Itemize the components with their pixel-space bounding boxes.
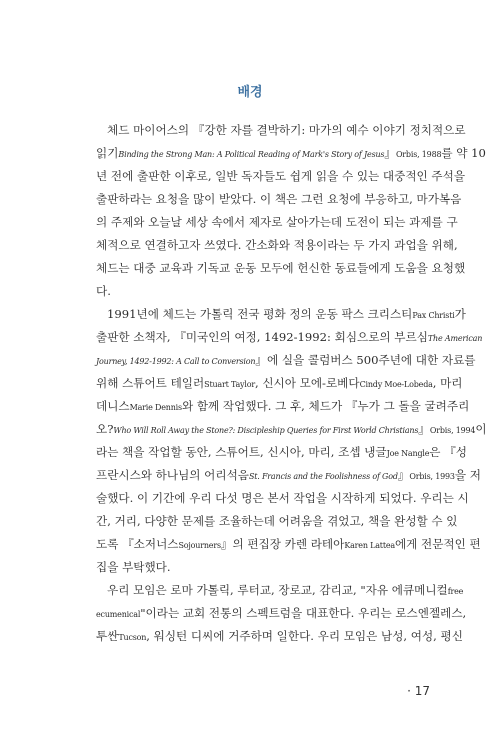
text-run: 가 [454,307,466,321]
text-line [96,625,463,648]
text-line [96,602,467,625]
foreign-annotation: Orbis, 1988 [395,150,442,159]
text-line [96,119,466,142]
text-run: 읽기 [96,146,119,160]
text-line [96,579,464,602]
text-run: "이라는 교회 전통의 스펙트럼을 대표한다. 우리는 로스엔젤레스, [140,606,467,620]
text-line [96,257,466,280]
foreign-annotation: Journey, 1492-1992: A Call to Conversion [96,357,256,366]
text-run: 』의 편집장 카렌 라테아 [220,537,345,551]
text-run: 』에 실을 콜럼버스 500주년에 대한 자료를 [255,353,476,367]
text-run: 』 [397,468,410,482]
text-run: 오? [96,422,114,436]
text-line [96,234,458,257]
text-run: , 워싱턴 디씨에 거주하며 일한다. 우리 모임은 남성, 여성, 평신 [146,629,463,643]
text-run: 의 주제와 오늘날 세상 속에서 제자로 살아가는데 도전이 되는 과제를 구 [96,215,458,229]
text-run: 이 [475,422,487,436]
foreign-annotation: Binding the Strong Man: A Political Reading of Mark's Story of Jesus [118,150,385,159]
text-line [96,510,458,533]
text-run: 를 약 10 [441,146,486,160]
text-run: 체드는 대중 교육과 기독교 운동 모두에 헌신한 동료들에게 도움을 요청했 [96,261,466,275]
text-run: 1991년에 체드는 가톨릭 전국 평화 정의 운동 팍스 크리스티 [107,307,413,321]
text-run: , 신시아 모에-로베다 [254,376,360,390]
foreign-annotation: The American [427,334,483,343]
text-run: 년 전에 출판한 이후로, 일반 독자들도 쉽게 읽을 수 있는 대중적인 주석을 [96,169,466,183]
foreign-annotation: Tucson [118,633,147,642]
text-run: 위해 스튜어트 테일러 [96,376,205,390]
text-line [96,533,481,556]
text-run: 집을 부탁했다. [96,560,171,574]
text-run: 출판하라는 요청을 많이 받았다. 이 책은 그런 요청에 부응하고, 마가복음 [96,192,462,206]
text-line [96,211,458,234]
text-run: 프란시스와 하나님의 어리석음 [96,468,249,482]
text-run: 라는 책을 작업할 동안, 스튜어트, 신시아, 마리, 조셉 냉글 [96,445,387,459]
text-line [96,395,470,418]
text-line [96,349,476,372]
text-run: 은 『성 [429,445,467,459]
text-run: 우리 모임은 로마 가톨릭, 루터교, 장로교, 감리교, "자유 에큐메니컬 [107,583,448,597]
foreign-annotation: Marie Dennis [129,403,182,412]
foreign-annotation: free [447,587,464,596]
text-run: 도록 『소저너스 [96,537,179,551]
text-run: , 마리 [432,376,463,390]
text-line [96,303,466,326]
page-number: · 17 [407,684,430,698]
text-run: 을 저 [454,468,481,482]
text-run: 다. [96,284,111,298]
text-run: 데니스 [96,399,130,413]
text-line [96,464,481,487]
foreign-annotation: St. Francis and the Foolishness of God [248,472,398,481]
foreign-annotation: Sojourners [178,541,221,550]
text-run: 』 [384,146,396,160]
text-run: 술했다. 이 기간에 우리 다섯 명은 본서 작업을 시작하게 되었다. 우리는 시 [96,491,469,505]
text-run: 에게 전문적인 편 [394,537,481,551]
text-run: 간, 거리, 다양한 문제를 조율하는데 어려움을 겪었고, 책을 완성할 수 있 [96,514,458,528]
text-line [96,372,463,395]
foreign-annotation: Orbis, 1993 [409,472,455,481]
text-line [96,165,466,188]
foreign-annotation: Karen Lattea [344,541,395,550]
foreign-annotation: ecumenical [96,610,141,619]
text-run: 투싼 [96,629,119,643]
text-run: 와 함께 작업했다. 그 후, 체드가 『누가 그 돌을 굴려주리 [181,399,470,413]
text-line [96,188,462,211]
foreign-annotation: Joe Nangle [386,449,430,458]
text-line [96,556,416,579]
text-line [96,418,487,441]
foreign-annotation: Pax Christi [412,311,455,320]
text-run: 체드 마이어스의 『강한 자를 결박하기: 마가의 예수 이야기 정치적으로 [107,123,466,137]
foreign-annotation: Orbis, 1994 [429,426,476,435]
foreign-annotation: Who Will Roll Away the Stone?: Discipleship Queries for First World Christians [113,426,419,435]
text-run: 체적으로 연결하고자 쓰였다. 간소화와 적용이라는 두 가지 과업을 위해, [96,238,458,252]
text-line [96,487,469,510]
body-text [96,119,487,648]
text-line [96,142,486,165]
foreign-annotation: Cindy Moe-Lobeda [359,380,433,389]
text-line [96,280,416,303]
text-line [96,441,467,464]
section-heading: 배경 [237,85,263,100]
text-line [96,326,483,349]
text-run: 출판한 소책자, 『미국인의 여정, 1492-1992: 회심으로의 부르심 [96,330,428,344]
text-run: 』 [418,422,430,436]
foreign-annotation: Stuart Taylor [204,380,255,389]
